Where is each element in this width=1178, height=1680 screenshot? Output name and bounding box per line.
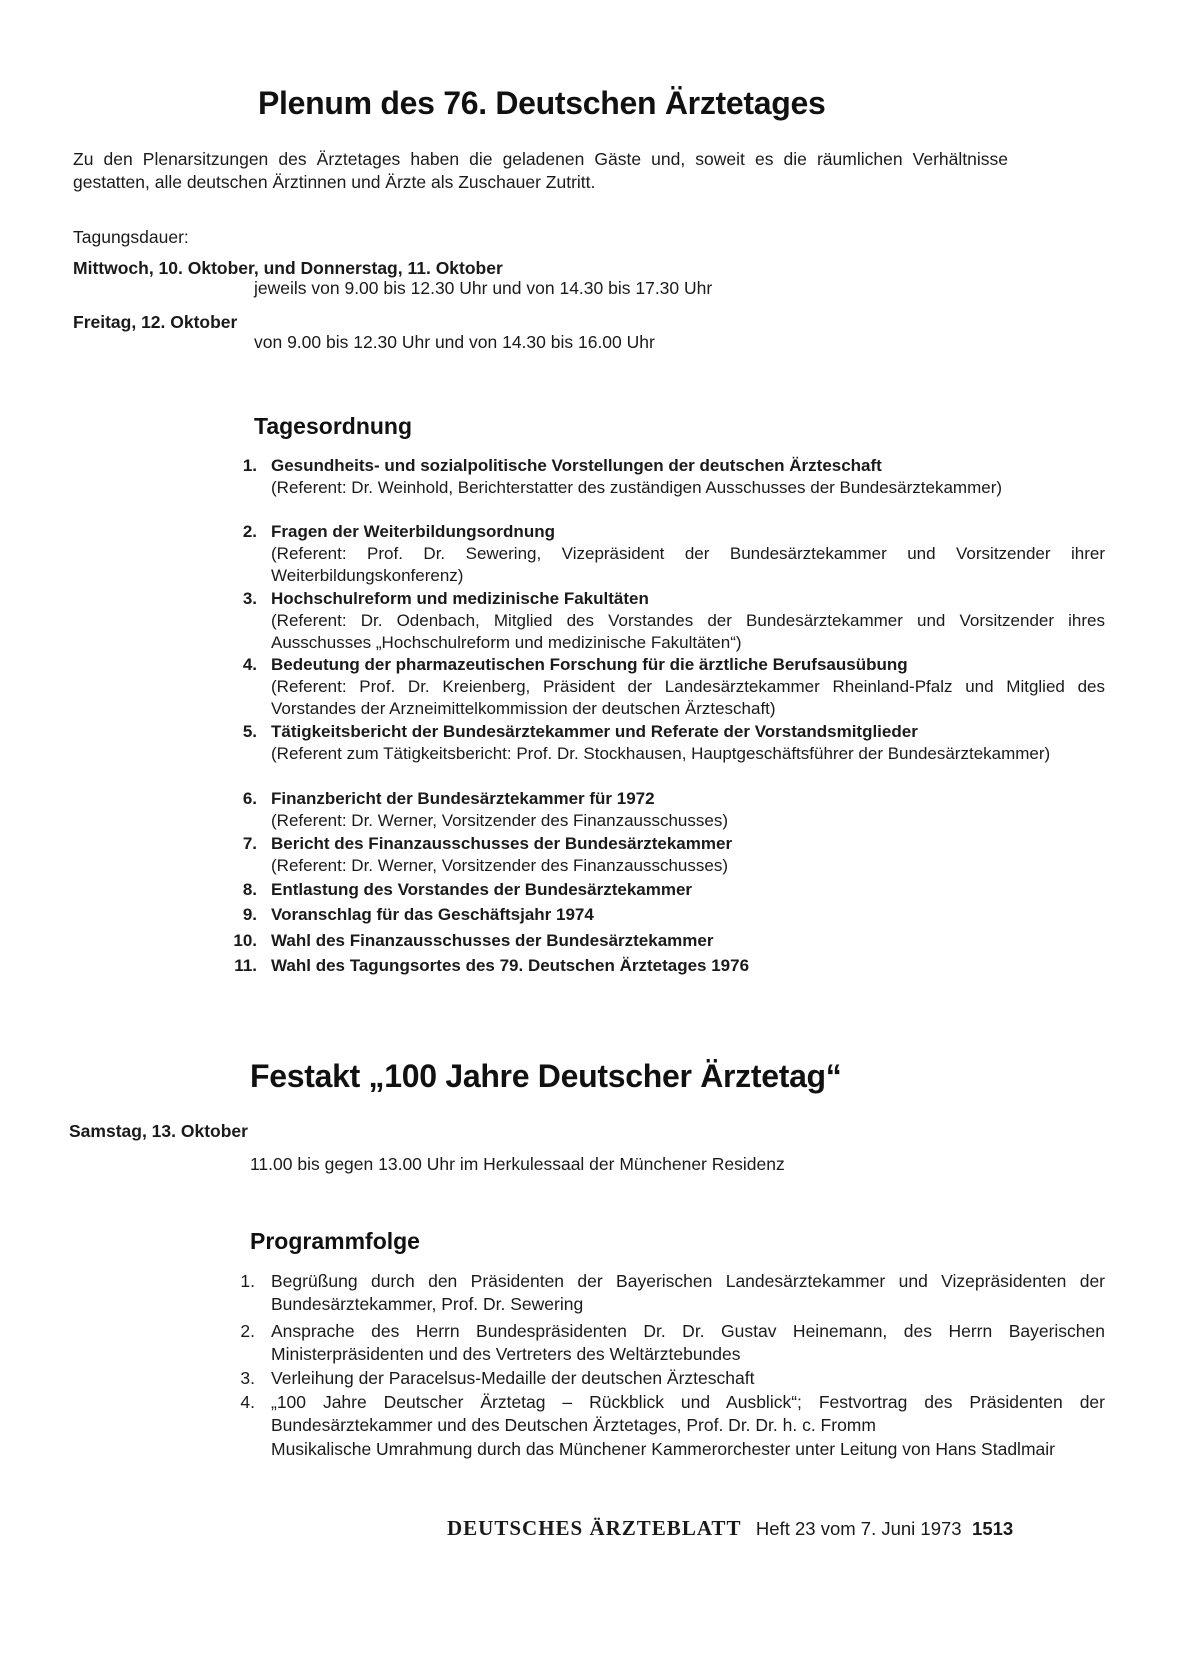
agenda-item-note: (Referent: Dr. Werner, Vorsitzender des Finanzausschusses) bbox=[271, 811, 728, 830]
festakt-time: 11.00 bis gegen 13.00 Uhr im Herkulessaal der Münchener Residenz bbox=[250, 1154, 785, 1174]
agenda-item-number: 7. bbox=[242, 834, 257, 853]
program-item-text: Begrüßung durch den Präsidenten der Bayerischen Landesärztekammer und Vizepräsidenten der Bundesärztekammer, Prof. Dr. Sewering bbox=[271, 1271, 1105, 1314]
footer-issue: Heft 23 vom 7. Juni 1973 bbox=[755, 1518, 962, 1539]
agenda-item bbox=[225, 588, 1105, 654]
agenda-item bbox=[225, 879, 1105, 901]
agenda-item bbox=[225, 721, 1105, 765]
agenda-item-title: Bericht des Finanzausschusses der Bundesärztekammer bbox=[271, 834, 733, 853]
agenda-item-title: Finanzbericht der Bundesärztekammer für 1972 bbox=[271, 789, 655, 808]
plenum-intro: Zu den Plenarsitzungen des Ärztetages haben die geladenen Gäste und, soweit es die räumlichen Verhältnisse gestatten, alle deutschen Ärztinnen und Ärzte als Zuschauer Zutritt. bbox=[73, 149, 1008, 192]
schedule-time-2: von 9.00 bis 12.30 Uhr und von 14.30 bis 16.00 Uhr bbox=[254, 332, 655, 352]
program-music-text: Musikalische Umrahmung durch das Münchener Kammerorchester unter Leitung von Hans Stadlmair bbox=[271, 1439, 1055, 1459]
agenda-item-title: Entlastung des Vorstandes der Bundesärztekammer bbox=[271, 880, 693, 899]
footer-page-number: 1513 bbox=[972, 1518, 1014, 1539]
agenda-item-number: 5. bbox=[242, 722, 257, 741]
footer-publication: DEUTSCHES ÄRZTEBLATT bbox=[447, 1516, 742, 1540]
agenda-item-number: 8. bbox=[242, 880, 257, 899]
agenda-item-title: Gesundheits- und sozialpolitische Vorstellungen der deutschen Ärzteschaft bbox=[271, 456, 882, 475]
program-item bbox=[225, 1270, 1105, 1316]
agenda-item-note: (Referent: Prof. Dr. Sewering, Vizepräsident der Bundesärztekammer und Vorsitzender ihrer Weiterbildungskonferenz) bbox=[271, 544, 1105, 585]
agenda-item bbox=[225, 455, 1105, 499]
agenda-item bbox=[225, 654, 1105, 720]
agenda-item-note: (Referent: Dr. Odenbach, Mitglied des Vorstandes der Bundesärztekammer und Vorsitzender ihres Ausschusses „Hochschulreform und medizinische Fakultäten“) bbox=[271, 611, 1105, 652]
agenda-item bbox=[225, 833, 1105, 877]
agenda-item-title: Hochschulreform und medizinische Fakultäten bbox=[271, 589, 649, 608]
agenda-item bbox=[225, 904, 1105, 926]
schedule-time-1: jeweils von 9.00 bis 12.30 Uhr und von 14.30 bis 17.30 Uhr bbox=[254, 278, 713, 298]
program-item-text: „100 Jahre Deutscher Ärztetag – Rückblick und Ausblick“; Festvortrag des Präsidenten der Bundesärztekammer und des Deutschen Ärztetages, Prof. Dr. Dr. h. c. Fromm bbox=[271, 1392, 1105, 1435]
agenda-title: Tagesordnung bbox=[254, 413, 413, 439]
agenda-item-title: Wahl des Tagungsortes des 79. Deutschen Ärztetages 1976 bbox=[271, 956, 750, 975]
agenda-item-number: 2. bbox=[242, 522, 257, 541]
agenda-item-number: 3. bbox=[242, 589, 257, 608]
program-item-number: 2. bbox=[240, 1321, 255, 1341]
agenda-item-number: 10. bbox=[233, 931, 257, 950]
footer bbox=[447, 1516, 1013, 1541]
program-item-text: Ansprache des Herrn Bundespräsidenten Dr. Dr. Gustav Heinemann, des Herrn Bayerischen Ministerpräsidenten und des Vertreters des Weltärztebundes bbox=[271, 1321, 1105, 1364]
schedule-day-1: Mittwoch, 10. Oktober, und Donnerstag, 11. Oktober bbox=[73, 258, 503, 278]
agenda-item-title: Voranschlag für das Geschäftsjahr 1974 bbox=[271, 905, 594, 924]
program-item bbox=[225, 1320, 1105, 1366]
program-item-text: Verleihung der Paracelsus-Medaille der deutschen Ärzteschaft bbox=[271, 1368, 755, 1388]
program-item-number: 3. bbox=[240, 1368, 255, 1388]
plenum-title: Plenum des 76. Deutschen Ärztetages bbox=[258, 85, 826, 121]
agenda-item-note: (Referent: Dr. Werner, Vorsitzender des Finanzausschusses) bbox=[271, 856, 728, 875]
agenda-item-note: (Referent zum Tätigkeitsbericht: Prof. Dr. Stockhausen, Hauptgeschäftsführer der Bundesärztekammer) bbox=[271, 744, 1051, 763]
program-item-number: 1. bbox=[240, 1271, 255, 1291]
schedule-day-2: Freitag, 12. Oktober bbox=[73, 312, 238, 332]
festakt-day: Samstag, 13. Oktober bbox=[69, 1121, 248, 1141]
agenda-item-title: Tätigkeitsbericht der Bundesärztekammer und Referate der Vorstandsmitglieder bbox=[271, 722, 918, 741]
agenda-item bbox=[225, 788, 1105, 832]
agenda-item-note: (Referent: Prof. Dr. Kreienberg, Präsident der Landesärztekammer Rheinland-Pfalz und Mitglied des Vorstandes der Arzneimittelkommission der deutschen Ärzteschaft) bbox=[271, 677, 1105, 718]
agenda-item-number: 6. bbox=[242, 789, 257, 808]
program-title: Programmfolge bbox=[250, 1228, 420, 1254]
program-item-number: 4. bbox=[240, 1392, 255, 1412]
agenda-item bbox=[225, 930, 1105, 952]
agenda-item-note: (Referent: Dr. Weinhold, Berichterstatter des zuständigen Ausschusses der Bundesärztekammer) bbox=[271, 478, 1003, 497]
agenda-item-number: 4. bbox=[242, 655, 257, 674]
program-music bbox=[225, 1438, 1105, 1461]
agenda-item-title: Fragen der Weiterbildungsordnung bbox=[271, 522, 555, 541]
agenda-item-title: Wahl des Finanzausschusses der Bundesärztekammer bbox=[271, 931, 714, 950]
agenda-item bbox=[225, 521, 1105, 587]
agenda-item-number: 1. bbox=[242, 456, 257, 475]
program-item bbox=[225, 1391, 1105, 1437]
agenda-item-number: 9. bbox=[242, 905, 257, 924]
festakt-title: Festakt „100 Jahre Deutscher Ärztetag“ bbox=[250, 1058, 842, 1094]
duration-label: Tagungsdauer: bbox=[73, 227, 189, 247]
agenda-item-number: 11. bbox=[234, 956, 257, 975]
agenda-item-title: Bedeutung der pharmazeutischen Forschung für die ärztliche Berufsausübung bbox=[271, 655, 908, 674]
agenda-item bbox=[225, 955, 1105, 977]
program-item bbox=[225, 1367, 1105, 1390]
